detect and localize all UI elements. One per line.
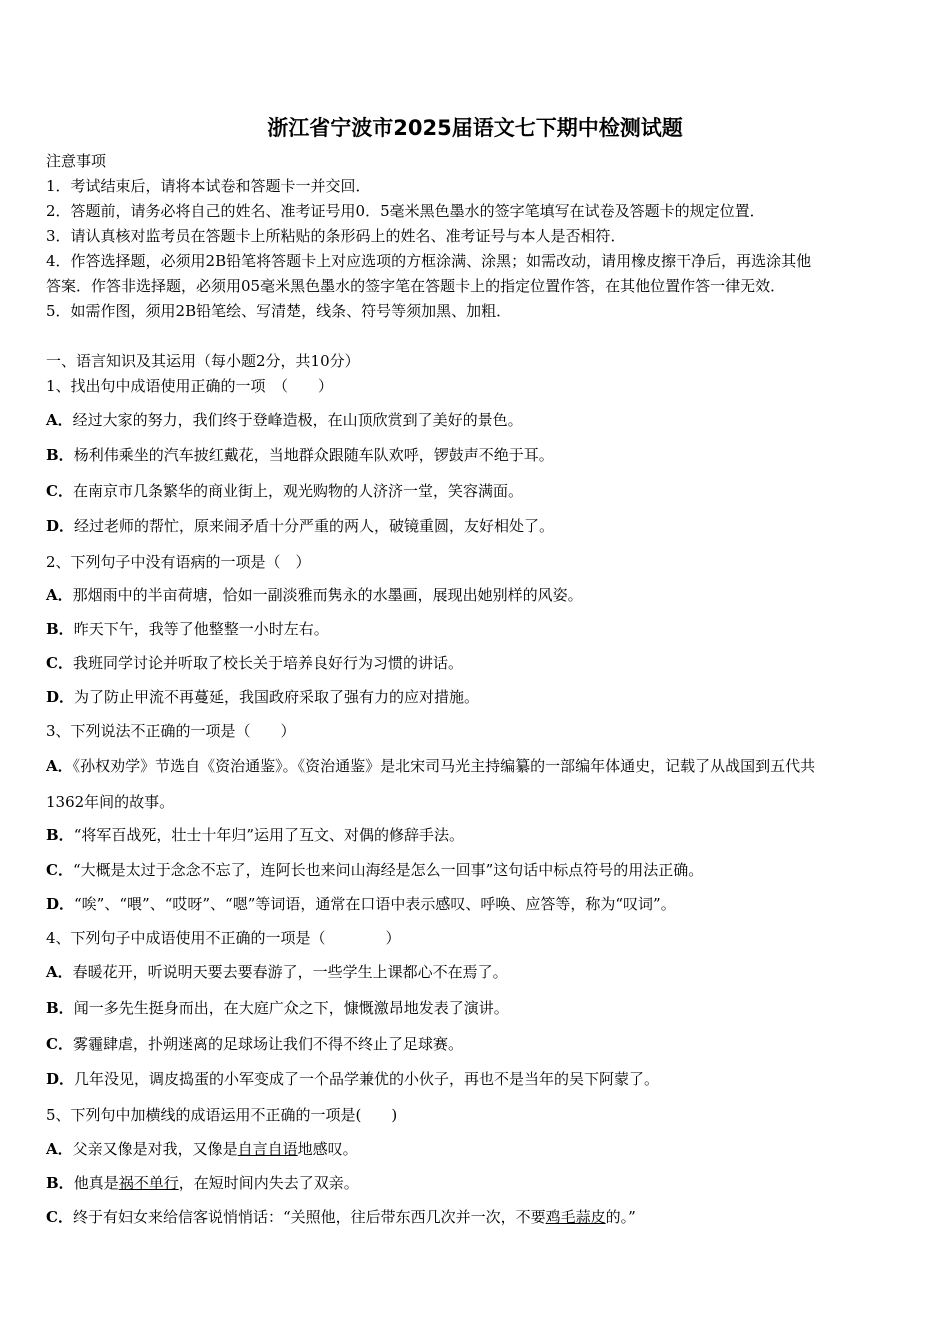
underlined-idiom: 自言自语	[237, 1140, 298, 1158]
page-title: 浙江省宁波市2025届语文七下期中检测试题	[267, 116, 683, 140]
option-c: C．终于有妇女来给信客说悄悄话：“关照他，往后带东西几次并一次，不要鸡毛蒜皮的。”	[46, 1208, 636, 1226]
notice-item: 2．答题前，请务必将自己的姓名、准考证号用0．5毫米黑色墨水的签字笔填写在试卷及答题卡的规定位置．	[46, 202, 765, 220]
option-d: D．“唉”、“喂”、“哎呀”、“嗯”等词语，通常在口语中表示感叹、呼唤、应答等，称为“叹词”。	[46, 895, 676, 913]
option-b: B．他真是祸不单行，在短时间内失去了双亲。	[46, 1174, 359, 1192]
section-heading: 一、语言知识及其运用（每小题2分，共10分）	[46, 352, 360, 370]
notice-heading: 注意事项	[46, 152, 107, 170]
option-a: A．那烟雨中的半亩荷塘，恰如一副淡雅而隽永的水墨画，展现出她别样的风姿。	[46, 586, 583, 604]
option-a: A．经过大家的努力，我们终于登峰造极，在山顶欣赏到了美好的景色。	[46, 411, 523, 429]
notice-item: 3．请认真核对监考员在答题卡上所粘贴的条形码上的姓名、准考证号与本人是否相符．	[46, 227, 626, 245]
option-d: D．经过老师的帮忙，原来闹矛盾十分严重的两人，破镜重圆，友好相处了。	[46, 517, 555, 535]
notice-item: 5．如需作图，须用2B铅笔绘、写清楚，线条、符号等须加黑、加粗．	[46, 302, 512, 320]
underlined-idiom: 鸡毛蒜皮	[545, 1208, 606, 1226]
option-a: A．《孙权劝学》节选自《资治通鉴》。《资治通鉴》是北宋司马光主持编纂的一部编年体通史，记载了从战国到五代共	[46, 757, 816, 775]
option-a: A．春暖花开，听说明天要去要春游了，一些学生上课都心不在焉了。	[46, 963, 508, 981]
option-a-continued: 1362年间的故事。	[46, 793, 175, 811]
notice-item: 1．考试结束后，请将本试卷和答题卡一并交回．	[46, 177, 371, 195]
question-stem: 4、下列句子中成语使用不正确的一项是（ ）	[46, 929, 401, 947]
question-stem: 5、下列句中加横线的成语运用不正确的一项是( )	[46, 1106, 398, 1124]
option-c: C．雾霾肆虐，扑朔迷离的足球场让我们不得不终止了足球赛。	[46, 1035, 463, 1053]
underlined-idiom: 祸不单行	[118, 1174, 179, 1192]
option-c: C．在南京市几条繁华的商业街上，观光购物的人济济一堂，笑容满面。	[46, 482, 523, 500]
notice-item: 答案．作答非选择题，必须用05毫米黑色墨水的签字笔在答题卡上的指定位置作答，在其他位置作答一律无效．	[46, 277, 786, 295]
option-a: A．父亲又像是对我，又像是自言自语地感叹。	[46, 1140, 358, 1158]
question-stem: 1、找出句中成语使用正确的一项 （ ）	[46, 377, 334, 395]
question-stem: 2、下列句子中没有语病的一项是（ ）	[46, 553, 311, 571]
option-b: B．昨天下午，我等了他整整一小时左右。	[46, 620, 329, 638]
option-c: C．“大概是太过于念念不忘了，连阿长也来问山海经是怎么一回事”这句话中标点符号的用法正确。	[46, 861, 704, 879]
option-b: B．闻一多先生挺身而出，在大庭广众之下，慷慨激昂地发表了演讲。	[46, 999, 509, 1017]
notice-item: 4．作答选择题，必须用2B铅笔将答题卡上对应选项的方框涂满、涂黑；如需改动，请用橡皮擦干净后，再选涂其他	[46, 252, 812, 270]
option-d: D．几年没见，调皮捣蛋的小军变成了一个品学兼优的小伙子，再也不是当年的吴下阿蒙了。	[46, 1070, 660, 1088]
question-stem: 3、下列说法不正确的一项是（ ）	[46, 722, 296, 740]
option-b: B．“将军百战死，壮士十年归”运用了互文、对偶的修辞手法。	[46, 826, 465, 844]
option-d: D．为了防止甲流不再蔓延，我国政府采取了强有力的应对措施。	[46, 688, 480, 706]
option-b: B．杨利伟乘坐的汽车披红戴花，当地群众跟随车队欢呼，锣鼓声不绝于耳。	[46, 446, 554, 464]
option-c: C．我班同学讨论并听取了校长关于培养良好行为习惯的讲话。	[46, 654, 463, 672]
